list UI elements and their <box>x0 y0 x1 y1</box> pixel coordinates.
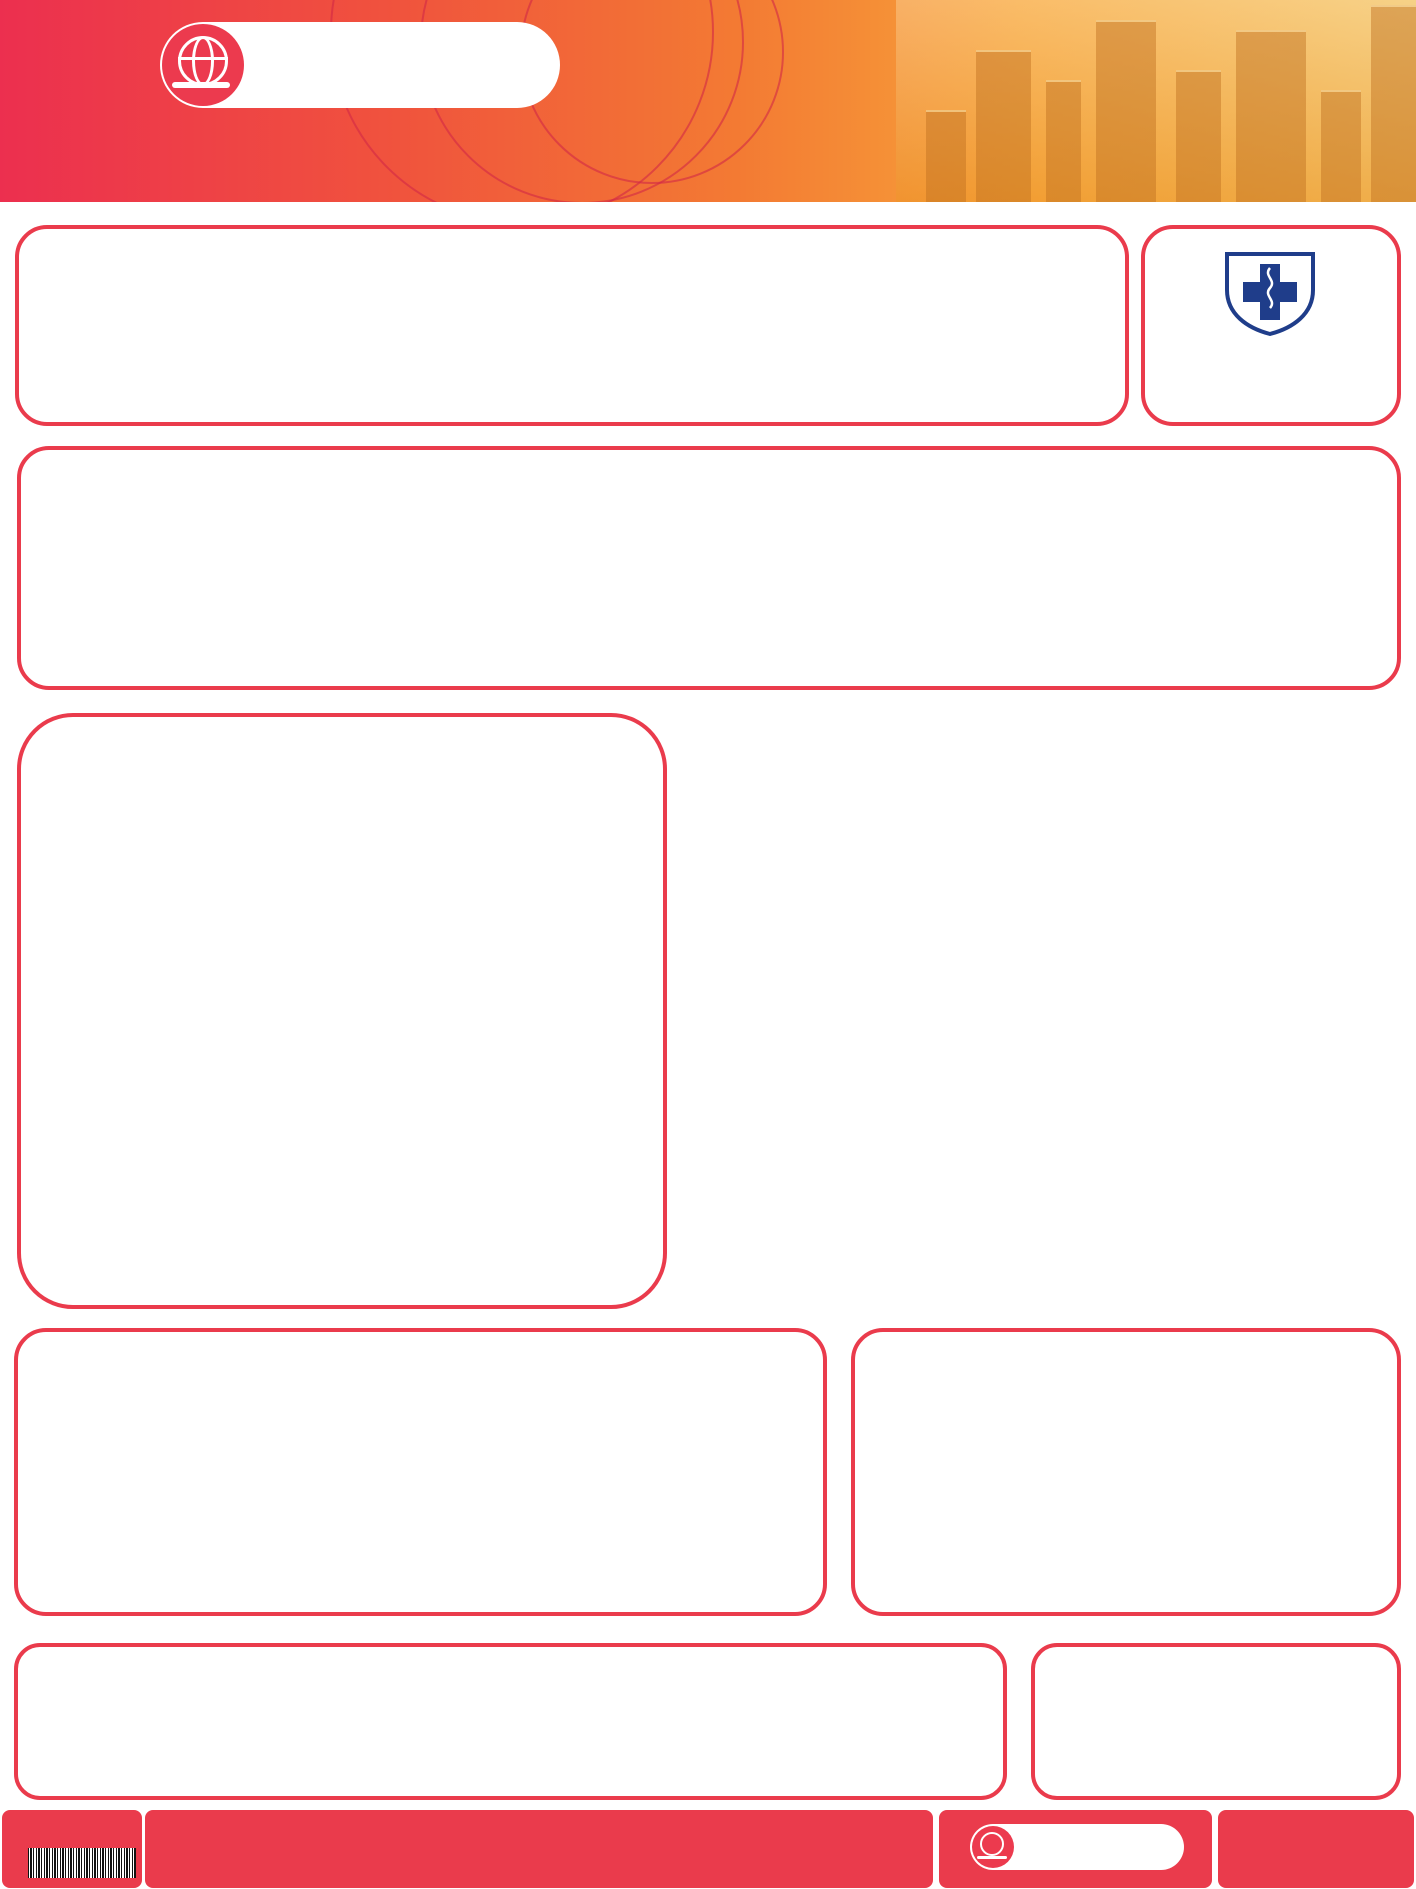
globe-hand-icon <box>972 1826 1014 1868</box>
footer-info-block <box>145 1810 933 1888</box>
globe-hand-icon <box>162 24 244 106</box>
hospital-shield-icon <box>1223 250 1317 336</box>
results-panel <box>14 1328 827 1616</box>
contact-panel <box>1031 1643 1401 1800</box>
banner-city-image <box>896 0 1416 202</box>
title-panel <box>15 225 1129 426</box>
results-charts <box>880 690 1400 1320</box>
introduction-panel <box>17 446 1401 690</box>
footer-pso-block <box>1218 1810 1414 1888</box>
barcode-icon <box>28 1848 136 1878</box>
references-panel <box>14 1643 1007 1800</box>
conclusions-panel <box>851 1328 1401 1616</box>
methods-panel <box>17 713 667 1309</box>
